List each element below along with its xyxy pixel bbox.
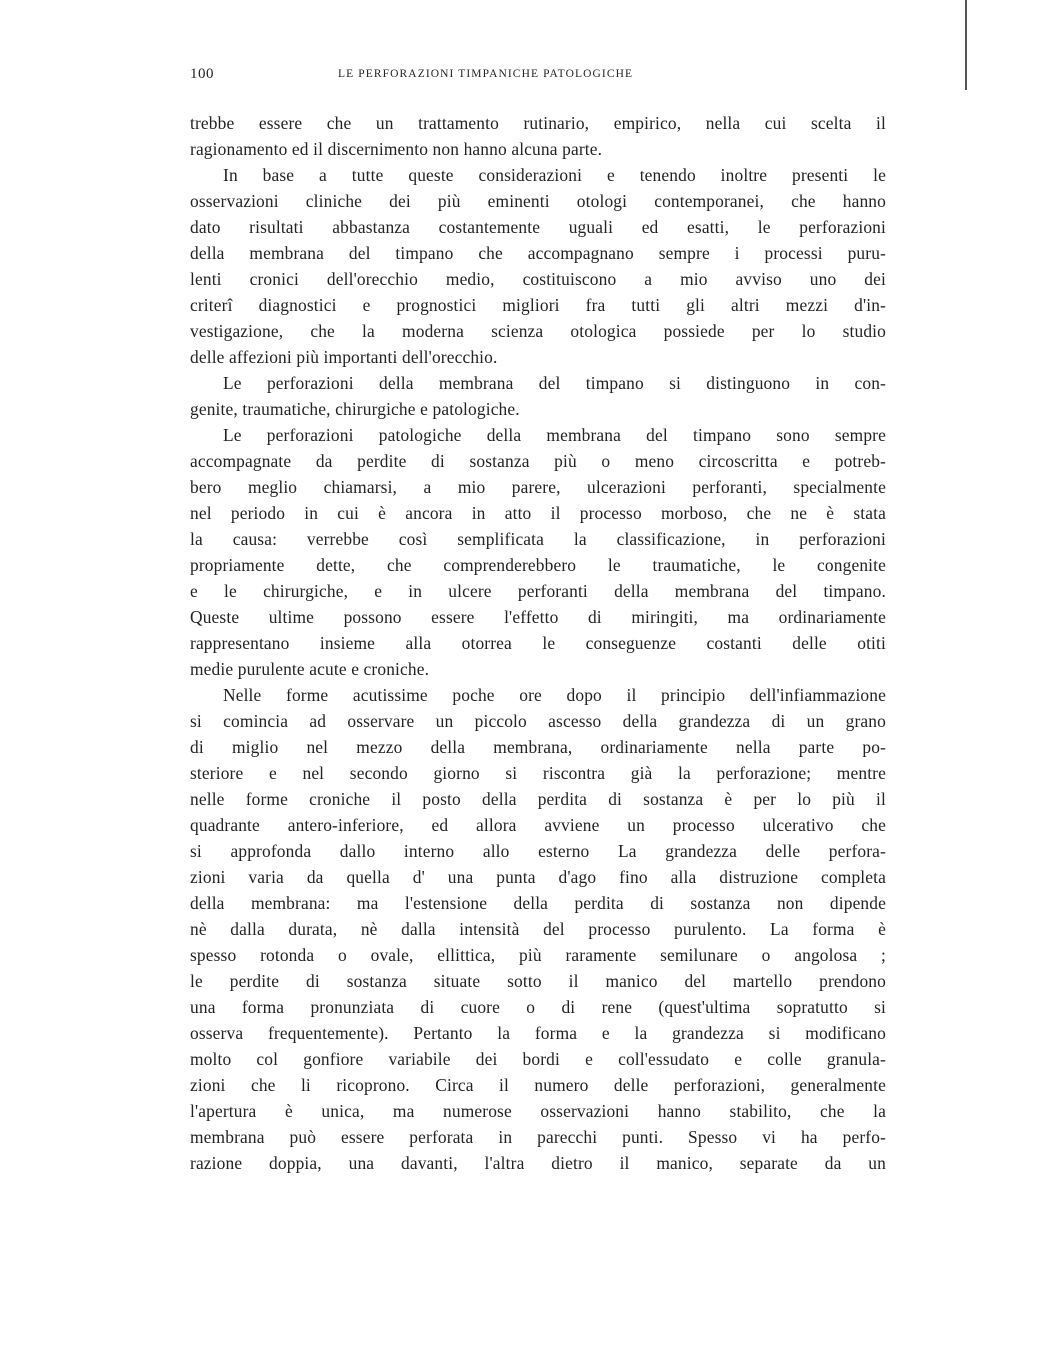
text-line: nel periodo in cui è ancora in atto il processo morboso, che ne è stata bbox=[190, 503, 886, 523]
text-line: dato risultati abbastanza costantemente uguali ed esatti, le perforazioni bbox=[190, 217, 886, 237]
text-line: osservazioni cliniche dei più eminenti otologi contemporanei, che hanno bbox=[190, 191, 886, 211]
text-line: Queste ultime possono essere l'effetto di miringiti, ma ordinariamente bbox=[190, 607, 886, 627]
text-line: l'apertura è unica, ma numerose osservazioni hanno stabilito, che la bbox=[190, 1101, 886, 1121]
text-line: osserva frequentemente). Pertanto la forma e la grandezza si modificano bbox=[190, 1023, 886, 1043]
text-line: delle affezioni più importanti dell'orecchio. bbox=[190, 347, 498, 367]
text-line: membrana può essere perforata in parecchi punti. Spesso vi ha perfo- bbox=[190, 1127, 886, 1147]
text-line: rappresentano insieme alla otorrea le conseguenze costanti delle otiti bbox=[190, 633, 886, 653]
text-line: medie purulente acute e croniche. bbox=[190, 659, 430, 679]
paragraph bbox=[190, 682, 886, 1176]
text-line: Le perforazioni patologiche della membrana del timpano sono sempre bbox=[223, 425, 886, 445]
text-line: ragionamento ed il discernimento non hanno alcuna parte. bbox=[190, 139, 603, 159]
text-line: una forma pronunziata di cuore o di rene (quest'ultima sopratutto si bbox=[190, 997, 886, 1017]
paragraph bbox=[190, 110, 886, 162]
text-line: zioni che li ricoprono. Circa il numero delle perforazioni, generalmente bbox=[190, 1075, 886, 1095]
paragraph bbox=[190, 422, 886, 682]
text-line: e le chirurgiche, e in ulcere perforanti della membrana del timpano. bbox=[190, 581, 886, 601]
page-edge-line bbox=[965, 0, 967, 90]
running-header bbox=[190, 66, 890, 90]
text-line: della membrana: ma l'estensione della perdita di sostanza non dipende bbox=[190, 893, 886, 913]
paragraph bbox=[190, 370, 886, 422]
text-line: lenti cronici dell'orecchio medio, costituiscono a mio avviso uno dei bbox=[190, 269, 886, 289]
running-title: LE PERFORAZIONI TIMPANICHE PATOLOGICHE bbox=[338, 68, 634, 80]
text-line: genite, traumatiche, chirurgiche e patologiche. bbox=[190, 399, 520, 419]
text-line: criterî diagnostici e prognostici migliori fra tutti gli altri mezzi d'in- bbox=[190, 295, 886, 315]
text-line: vestigazione, che la moderna scienza otologica possiede per lo studio bbox=[190, 321, 886, 341]
text-line: accompagnate da perdite di sostanza più o meno circoscritta e potreb- bbox=[190, 451, 886, 471]
text-line: nelle forme croniche il posto della perdita di sostanza è per lo più il bbox=[190, 789, 886, 809]
text-line: propriamente dette, che comprenderebbero le traumatiche, le congenite bbox=[190, 555, 886, 575]
text-line: si approfonda dallo interno allo esterno La grandezza delle perfora- bbox=[190, 841, 886, 861]
text-line: quadrante antero-inferiore, ed allora avviene un processo ulcerativo che bbox=[190, 815, 886, 835]
text-line: la causa: verrebbe così semplificata la classificazione, in perforazioni bbox=[190, 529, 886, 549]
body-text bbox=[190, 110, 886, 1176]
text-line: spesso rotonda o ovale, ellittica, più raramente semilunare o angolosa ; bbox=[190, 945, 886, 965]
text-line: si comincia ad osservare un piccolo ascesso della grandezza di un grano bbox=[190, 711, 886, 731]
text-line: trebbe essere che un trattamento rutinario, empirico, nella cui scelta il bbox=[190, 113, 886, 133]
text-line: steriore e nel secondo giorno si riscontra già la perforazione; mentre bbox=[190, 763, 886, 783]
text-line: nè dalla durata, nè dalla intensità del processo purulento. La forma è bbox=[190, 919, 886, 939]
text-line: razione doppia, una davanti, l'altra dietro il manico, separate da un bbox=[190, 1153, 886, 1173]
text-line: In base a tutte queste considerazioni e tenendo inoltre presenti le bbox=[223, 165, 886, 185]
page-number: 100 bbox=[190, 66, 214, 82]
text-line: bero meglio chiamarsi, a mio parere, ulcerazioni perforanti, specialmente bbox=[190, 477, 886, 497]
paragraph bbox=[190, 162, 886, 370]
text-line: di miglio nel mezzo della membrana, ordinariamente nella parte po- bbox=[190, 737, 886, 757]
text-line: Le perforazioni della membrana del timpano si distinguono in con- bbox=[223, 373, 886, 393]
text-line: della membrana del timpano che accompagnano sempre i processi puru- bbox=[190, 243, 886, 263]
text-line: le perdite di sostanza situate sotto il manico del martello prendono bbox=[190, 971, 886, 991]
text-line: molto col gonfiore variabile dei bordi e coll'essudato e colle granula- bbox=[190, 1049, 886, 1069]
text-line: Nelle forme acutissime poche ore dopo il principio dell'infiammazione bbox=[223, 685, 886, 705]
text-line: zioni varia da quella d' una punta d'ago fino alla distruzione completa bbox=[190, 867, 886, 887]
